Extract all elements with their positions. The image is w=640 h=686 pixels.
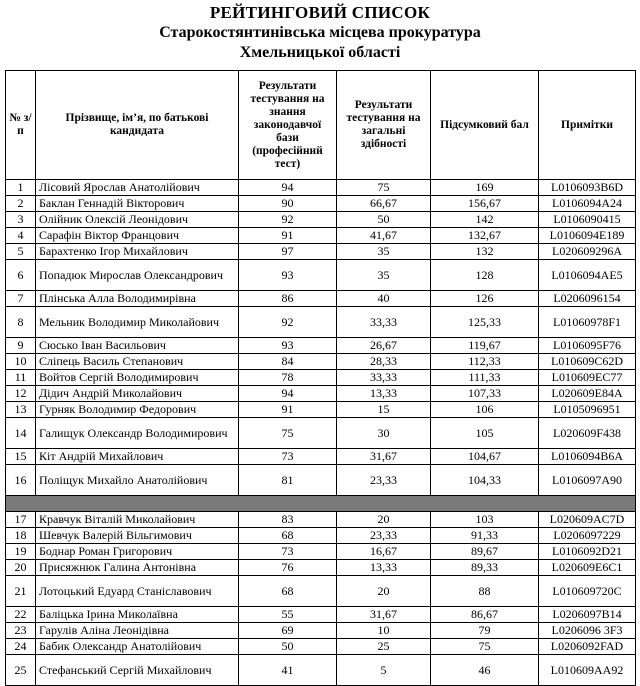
cell-note: L0206092FAD	[539, 639, 636, 655]
cell-note: L0206096154	[539, 291, 636, 307]
cell-note: L01060978F1	[539, 307, 636, 338]
cell-name: Баклан Геннадій Вікторович	[36, 196, 239, 212]
cell-name: Дідич Андрій Миколайович	[36, 386, 239, 402]
cell-name: Гурняк Володимир Федорович	[36, 402, 239, 418]
cell-general: 50	[337, 212, 431, 228]
cell-note: L020609E84A	[539, 386, 636, 402]
cell-name: Лотоцький Едуард Станіславович	[36, 576, 239, 607]
cell-num: 12	[6, 386, 36, 402]
table-body	[6, 180, 636, 686]
cell-total: 169	[431, 180, 539, 196]
document-title: РЕЙТИНГОВИЙ СПИСОК	[209, 3, 431, 22]
cell-num: 18	[6, 528, 36, 544]
cell-total: 103	[431, 512, 539, 528]
cell-total: 132	[431, 244, 539, 260]
document-subtitle-line1: Старокостянтинівська місцева прокуратура	[159, 24, 481, 41]
separator-cell	[6, 496, 636, 512]
cell-note: L0206096 3F3	[539, 623, 636, 639]
table-row	[6, 576, 636, 607]
cell-note: L0106097A90	[539, 465, 636, 496]
cell-total: 111,33	[431, 370, 539, 386]
cell-general: 20	[337, 512, 431, 528]
cell-law: 68	[239, 528, 337, 544]
rating-table	[5, 70, 636, 686]
cell-note: L0106090415	[539, 212, 636, 228]
table-row	[6, 386, 636, 402]
table-row	[6, 465, 636, 496]
cell-name: Сарафін Віктор Францович	[36, 228, 239, 244]
cell-num: 17	[6, 512, 36, 528]
separator-row	[6, 496, 636, 512]
col-header-total: Підсумковий бал	[431, 71, 539, 180]
cell-general: 40	[337, 291, 431, 307]
cell-num: 14	[6, 418, 36, 449]
cell-law: 81	[239, 465, 337, 496]
cell-law: 84	[239, 354, 337, 370]
cell-law: 93	[239, 338, 337, 354]
cell-law: 55	[239, 607, 337, 623]
table-row	[6, 512, 636, 528]
cell-total: 112,33	[431, 354, 539, 370]
cell-general: 31,67	[337, 449, 431, 465]
cell-general: 25	[337, 639, 431, 655]
cell-name: Кіт Андрій Михайлович	[36, 449, 239, 465]
cell-note: L010609720C	[539, 576, 636, 607]
cell-note: L010609C62D	[539, 354, 636, 370]
cell-general: 15	[337, 402, 431, 418]
cell-num: 23	[6, 623, 36, 639]
cell-name: Сліпець Василь Степанович	[36, 354, 239, 370]
cell-num: 22	[6, 607, 36, 623]
cell-law: 93	[239, 260, 337, 291]
cell-total: 119,67	[431, 338, 539, 354]
cell-law: 97	[239, 244, 337, 260]
cell-total: 91,33	[431, 528, 539, 544]
cell-num: 7	[6, 291, 36, 307]
table-row	[6, 402, 636, 418]
cell-num: 15	[6, 449, 36, 465]
cell-num: 5	[6, 244, 36, 260]
cell-name: Попадюк Мирослав Олександрович	[36, 260, 239, 291]
table-row	[6, 623, 636, 639]
cell-num: 20	[6, 560, 36, 576]
cell-total: 79	[431, 623, 539, 639]
cell-general: 23,33	[337, 528, 431, 544]
col-header-num: № з/п	[6, 71, 36, 180]
table-row	[6, 196, 636, 212]
cell-law: 73	[239, 449, 337, 465]
cell-total: 106	[431, 402, 539, 418]
cell-general: 30	[337, 418, 431, 449]
table-row	[6, 180, 636, 196]
cell-general: 75	[337, 180, 431, 196]
cell-general: 31,67	[337, 607, 431, 623]
cell-num: 21	[6, 576, 36, 607]
cell-general: 16,67	[337, 544, 431, 560]
cell-law: 69	[239, 623, 337, 639]
cell-total: 88	[431, 576, 539, 607]
cell-note: L0206097B14	[539, 607, 636, 623]
cell-note: L020609296A	[539, 244, 636, 260]
cell-num: 16	[6, 465, 36, 496]
cell-name: Лісовий Ярослав Анатолійович	[36, 180, 239, 196]
cell-note: L0105096951	[539, 402, 636, 418]
cell-num: 10	[6, 354, 36, 370]
col-header-law: Результати тестування на знання законодавчої бази (професійний тест)	[239, 71, 337, 180]
cell-note: L020609E6C1	[539, 560, 636, 576]
cell-num: 6	[6, 260, 36, 291]
cell-total: 128	[431, 260, 539, 291]
cell-total: 46	[431, 655, 539, 686]
table-header-row	[6, 71, 636, 180]
cell-total: 86,67	[431, 607, 539, 623]
cell-num: 25	[6, 655, 36, 686]
cell-num: 19	[6, 544, 36, 560]
cell-name: Гарулів Аліна Леонідівна	[36, 623, 239, 639]
cell-general: 33,33	[337, 370, 431, 386]
cell-law: 91	[239, 228, 337, 244]
cell-num: 2	[6, 196, 36, 212]
cell-general: 33,33	[337, 307, 431, 338]
cell-note: L020609AC7D	[539, 512, 636, 528]
table-row	[6, 449, 636, 465]
cell-note: L0106094B6A	[539, 449, 636, 465]
cell-general: 5	[337, 655, 431, 686]
cell-law: 73	[239, 544, 337, 560]
table-row	[6, 244, 636, 260]
table-row	[6, 307, 636, 338]
cell-name: Присяжнюк Галина Антонівна	[36, 560, 239, 576]
cell-name: Шевчук Валерій Вільгимович	[36, 528, 239, 544]
table-row	[6, 370, 636, 386]
cell-num: 11	[6, 370, 36, 386]
cell-general: 26,67	[337, 338, 431, 354]
table-row	[6, 544, 636, 560]
cell-name: Олійник Олексій Леонідович	[36, 212, 239, 228]
cell-name: Мельник Володимир Миколайович	[36, 307, 239, 338]
table-row	[6, 418, 636, 449]
cell-note: L010609EC77	[539, 370, 636, 386]
cell-name: Бабик Олександр Анатолійович	[36, 639, 239, 655]
cell-name: Кравчук Віталій Миколайович	[36, 512, 239, 528]
table-row	[6, 560, 636, 576]
cell-num: 8	[6, 307, 36, 338]
cell-total: 104,67	[431, 449, 539, 465]
col-header-name: Прізвище, ім’я, по батькові кандидата	[36, 71, 239, 180]
cell-total: 89,67	[431, 544, 539, 560]
cell-note: L020609F438	[539, 418, 636, 449]
cell-total: 89,33	[431, 560, 539, 576]
col-header-note: Примітки	[539, 71, 636, 180]
cell-note: L0106094A24	[539, 196, 636, 212]
cell-name: Поліщук Михайло Анатолійович	[36, 465, 239, 496]
cell-law: 83	[239, 512, 337, 528]
cell-num: 1	[6, 180, 36, 196]
table-row	[6, 655, 636, 686]
cell-law: 91	[239, 402, 337, 418]
cell-law: 41	[239, 655, 337, 686]
cell-note: L0206097229	[539, 528, 636, 544]
cell-note: L0106095F76	[539, 338, 636, 354]
cell-law: 94	[239, 386, 337, 402]
cell-total: 105	[431, 418, 539, 449]
cell-note: L0106094E189	[539, 228, 636, 244]
cell-num: 9	[6, 338, 36, 354]
cell-name: Плінська Алла Володимирівна	[36, 291, 239, 307]
table-row	[6, 639, 636, 655]
cell-total: 75	[431, 639, 539, 655]
table-row	[6, 338, 636, 354]
cell-law: 76	[239, 560, 337, 576]
cell-law: 92	[239, 212, 337, 228]
cell-general: 28,33	[337, 354, 431, 370]
cell-total: 126	[431, 291, 539, 307]
cell-general: 66,67	[337, 196, 431, 212]
table-row	[6, 291, 636, 307]
cell-total: 125,33	[431, 307, 539, 338]
table-row	[6, 212, 636, 228]
table-row	[6, 228, 636, 244]
table-row	[6, 260, 636, 291]
cell-total: 104,33	[431, 465, 539, 496]
table-row	[6, 354, 636, 370]
cell-law: 86	[239, 291, 337, 307]
cell-num: 4	[6, 228, 36, 244]
document-header	[0, 0, 640, 63]
document-subtitle-line2: Хмельницької області	[239, 44, 401, 61]
cell-law: 94	[239, 180, 337, 196]
cell-general: 41,67	[337, 228, 431, 244]
cell-total: 142	[431, 212, 539, 228]
cell-law: 92	[239, 307, 337, 338]
cell-general: 10	[337, 623, 431, 639]
cell-total: 156,67	[431, 196, 539, 212]
cell-name: Баліцька Ірина Миколаївна	[36, 607, 239, 623]
cell-law: 75	[239, 418, 337, 449]
cell-law: 50	[239, 639, 337, 655]
cell-general: 35	[337, 260, 431, 291]
cell-note: L010609AA92	[539, 655, 636, 686]
cell-num: 24	[6, 639, 36, 655]
cell-num: 3	[6, 212, 36, 228]
cell-general: 20	[337, 576, 431, 607]
cell-law: 90	[239, 196, 337, 212]
cell-law: 78	[239, 370, 337, 386]
cell-name: Галищук Олександр Володимирович	[36, 418, 239, 449]
cell-law: 68	[239, 576, 337, 607]
cell-note: L0106094AE5	[539, 260, 636, 291]
cell-general: 35	[337, 244, 431, 260]
cell-name: Барахтенко Ігор Михайлович	[36, 244, 239, 260]
table-row	[6, 607, 636, 623]
cell-general: 13,33	[337, 386, 431, 402]
cell-total: 132,67	[431, 228, 539, 244]
col-header-general: Результати тестування на загальні здібності	[337, 71, 431, 180]
cell-name: Боднар Роман Григорович	[36, 544, 239, 560]
table-row	[6, 528, 636, 544]
cell-name: Сюсько Іван Васильович	[36, 338, 239, 354]
cell-total: 107,33	[431, 386, 539, 402]
cell-note: L0106092D21	[539, 544, 636, 560]
cell-num: 13	[6, 402, 36, 418]
cell-general: 13,33	[337, 560, 431, 576]
cell-note: L0106093B6D	[539, 180, 636, 196]
cell-name: Стефанський Сергій Михайлович	[36, 655, 239, 686]
cell-general: 23,33	[337, 465, 431, 496]
cell-name: Войтов Сергій Володимирович	[36, 370, 239, 386]
